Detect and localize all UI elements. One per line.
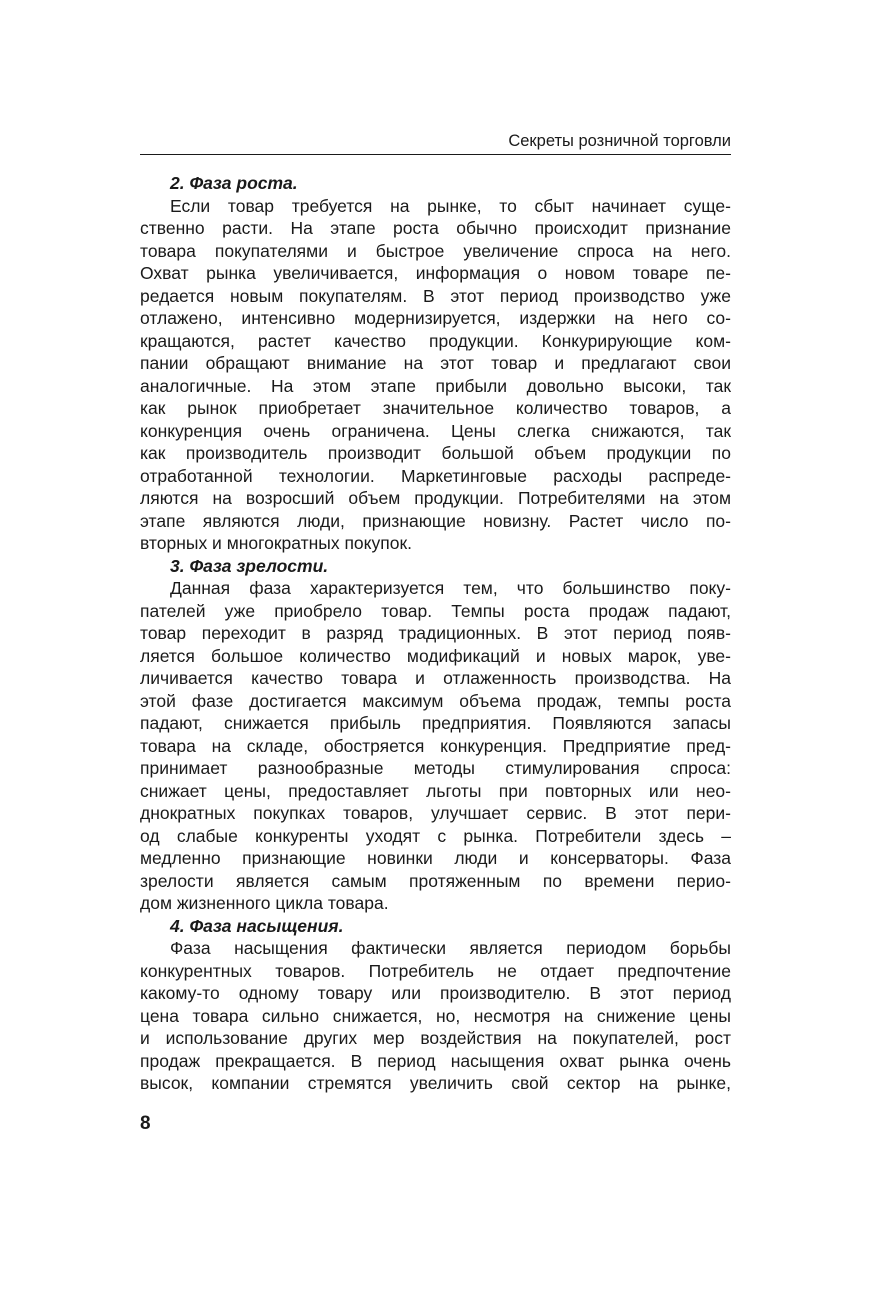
text-line: товара на складе, обостряется конкуренция. Предприятие пред-: [140, 735, 731, 756]
text-line: товара покупателями и быстрое увеличение спроса на него.: [140, 240, 731, 261]
text-line: продаж прекращается. В период насыщения охват рынка очень: [140, 1050, 731, 1071]
text-line: Охват рынка увеличивается, информация о новом товаре пе-: [140, 263, 731, 283]
text-line: высок, компании стремятся увеличить свой сектор на рынке,: [140, 1073, 731, 1093]
text-line: редается новым покупателям. В этот период производство уже: [140, 285, 731, 306]
text-line: ственно расти. На этапе роста обычно происходит признание: [140, 218, 731, 238]
text-line: Фаза насыщения фактически является периодом борьбы: [170, 938, 731, 958]
text-line: медленно признающие новинки люди и консерваторы. Фаза: [140, 848, 731, 868]
text-line: пании обращают внимание на этот товар и предлагают свои: [140, 353, 731, 373]
text-line: конкурентных товаров. Потребитель не отдает предпочтение: [140, 960, 731, 981]
section-heading: 3. Фаза зрелости.: [170, 555, 329, 576]
text-line: од слабые конкуренты уходят с рынка. Потребители здесь –: [140, 825, 731, 846]
text-line: цена товара сильно снижается, но, несмотря на снижение цены: [140, 1005, 731, 1026]
text-line: днократных покупках товаров, улучшает сервис. В этот пери-: [140, 803, 731, 823]
text-line: зрелости является самым протяженным по времени перио-: [140, 870, 731, 891]
text-line: личивается качество товара и отлаженность производства. На: [140, 668, 731, 688]
text-line: и использование других мер воздействия на покупателей, рост: [140, 1028, 731, 1048]
text-line: дом жизненного цикла товара.: [140, 893, 389, 913]
text-line: аналогичные. На этом этапе прибыли довольно высоки, так: [140, 375, 731, 396]
text-line: товар переходит в разряд традиционных. В этот период появ-: [140, 623, 731, 643]
text-line: ляется большое количество модификаций и новых марок, уве-: [140, 645, 731, 666]
running-header: [140, 128, 731, 155]
text-line: этапе являются люди, признающие новизну. Растет число по-: [140, 510, 731, 531]
text-line: какому-то одному товару или производителю. В этот период: [140, 983, 731, 1003]
text-line: как производитель производит большой объем продукции по: [140, 443, 731, 463]
section: [140, 172, 731, 555]
text-line: как рынок приобретает значительное количество товаров, а: [140, 398, 731, 418]
text-line: Если товар требуется на рынке, то сбыт начинает суще-: [170, 195, 731, 216]
text-line: пателей уже приобрело товар. Темпы роста продаж падают,: [140, 600, 731, 621]
text-line: принимает разнообразные методы стимулирования спроса:: [140, 758, 731, 778]
text-line: падают, снижается прибыль предприятия. Появляются запасы: [140, 713, 731, 733]
section: [140, 915, 731, 1095]
text-line: вторных и многократных покупок.: [140, 533, 412, 553]
section: [140, 555, 731, 915]
text-line: конкуренция очень ограничена. Цены слегка снижаются, так: [140, 420, 731, 441]
running-header-title: Секреты розничной торговли: [508, 132, 731, 150]
section-heading: 2. Фаза роста.: [170, 173, 298, 193]
text-line: отработанной технологии. Маркетинговые расходы распреде-: [140, 465, 731, 486]
text-line: ляются на возросший объем продукции. Потребителями на этом: [140, 488, 731, 508]
page-number: 8: [140, 1113, 151, 1134]
section-heading: 4. Фаза насыщения.: [170, 915, 344, 936]
text-line: Данная фаза характеризуется тем, что большинство поку-: [170, 578, 731, 598]
text-line: этой фазе достигается максимум объема продаж, темпы роста: [140, 690, 731, 711]
page-body: [140, 172, 731, 1095]
text-line: снижает цены, предоставляет льготы при повторных или нео-: [140, 780, 731, 801]
text-line: отлажено, интенсивно модернизируется, издержки на него со-: [140, 308, 731, 328]
text-line: кращаются, растет качество продукции. Конкурирующие ком-: [140, 330, 731, 351]
